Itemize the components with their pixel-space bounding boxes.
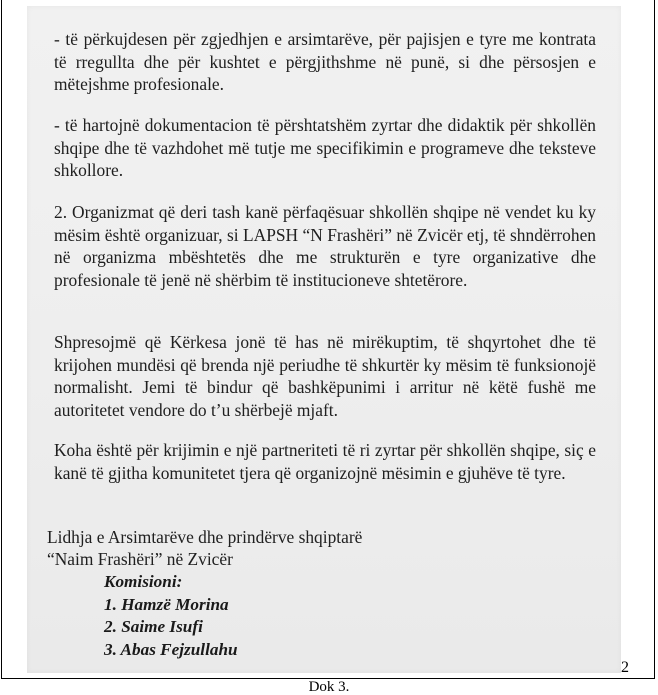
page-number: 2 [621, 659, 629, 676]
paragraph-teacher-care: - të përkujdesen për zgjedhjen e arsimtarëve, për pajisjen e tyre me kontrata të rregullta dhe për kushtet e përgjithshme në punë, si dhe përsosjen e mëtejshme profesionale. [54, 29, 596, 94]
paragraph-organizations: 2. Organizmat që deri tash kanë përfaqësuar shkollën shqipe në vendet ku ky mësim është organizuar, si LAPSH “N Frashëri” në Zvicër etj, të shndërrohen në organizma mbështetës dhe me strukturën e tyre organizative dhe profesionale të jenë në shërbim të institucioneve shtetërore. [54, 202, 596, 290]
paragraph-hope: Shpresojmë që Kërkesa jonë të has në mirëkuptim, të shqyrtohet dhe të krijohen mundësi që brenda një periudhe të shkurtër ky mësim të funksionojë normalisht. Jemi të bindur që bashkëpunimi i arritur në këtë fushë me autoritetet vendore do t’u shërbejë mjaft. [54, 332, 596, 420]
signature-organization [47, 526, 362, 570]
commission-member: 1. Hamzë Morina [104, 594, 229, 614]
commission-member: 2. Saime Isufi [104, 617, 203, 636]
commission-block [104, 571, 238, 661]
organization-line-2: “Naim Frashëri” në Zvicër [47, 549, 233, 569]
organization-line-1: Lidhja e Arsimtarëve dhe prindërve shqiptarë [47, 527, 363, 547]
paragraph-partnership: Koha është për krijimin e një partneriteti të ri zyrtar për shkollën shqipe, siç e kanë të gjitha komunitetet tjera që organizojnë mësimin e gjuhëve të tyre. [54, 440, 596, 483]
document-caption: Dok 3. [308, 679, 350, 695]
paragraph-documentation: - të hartojnë dokumentacion të përshtatshëm zyrtar dhe didaktik për shkollën shqipe dhe të vazhdohet më tutje me specifikimin e programeve dhe teksteve shkollore. [54, 115, 596, 180]
commission-member: 3. Abas Fejzullahu [104, 639, 238, 659]
commission-title: Komisioni: [104, 572, 183, 591]
